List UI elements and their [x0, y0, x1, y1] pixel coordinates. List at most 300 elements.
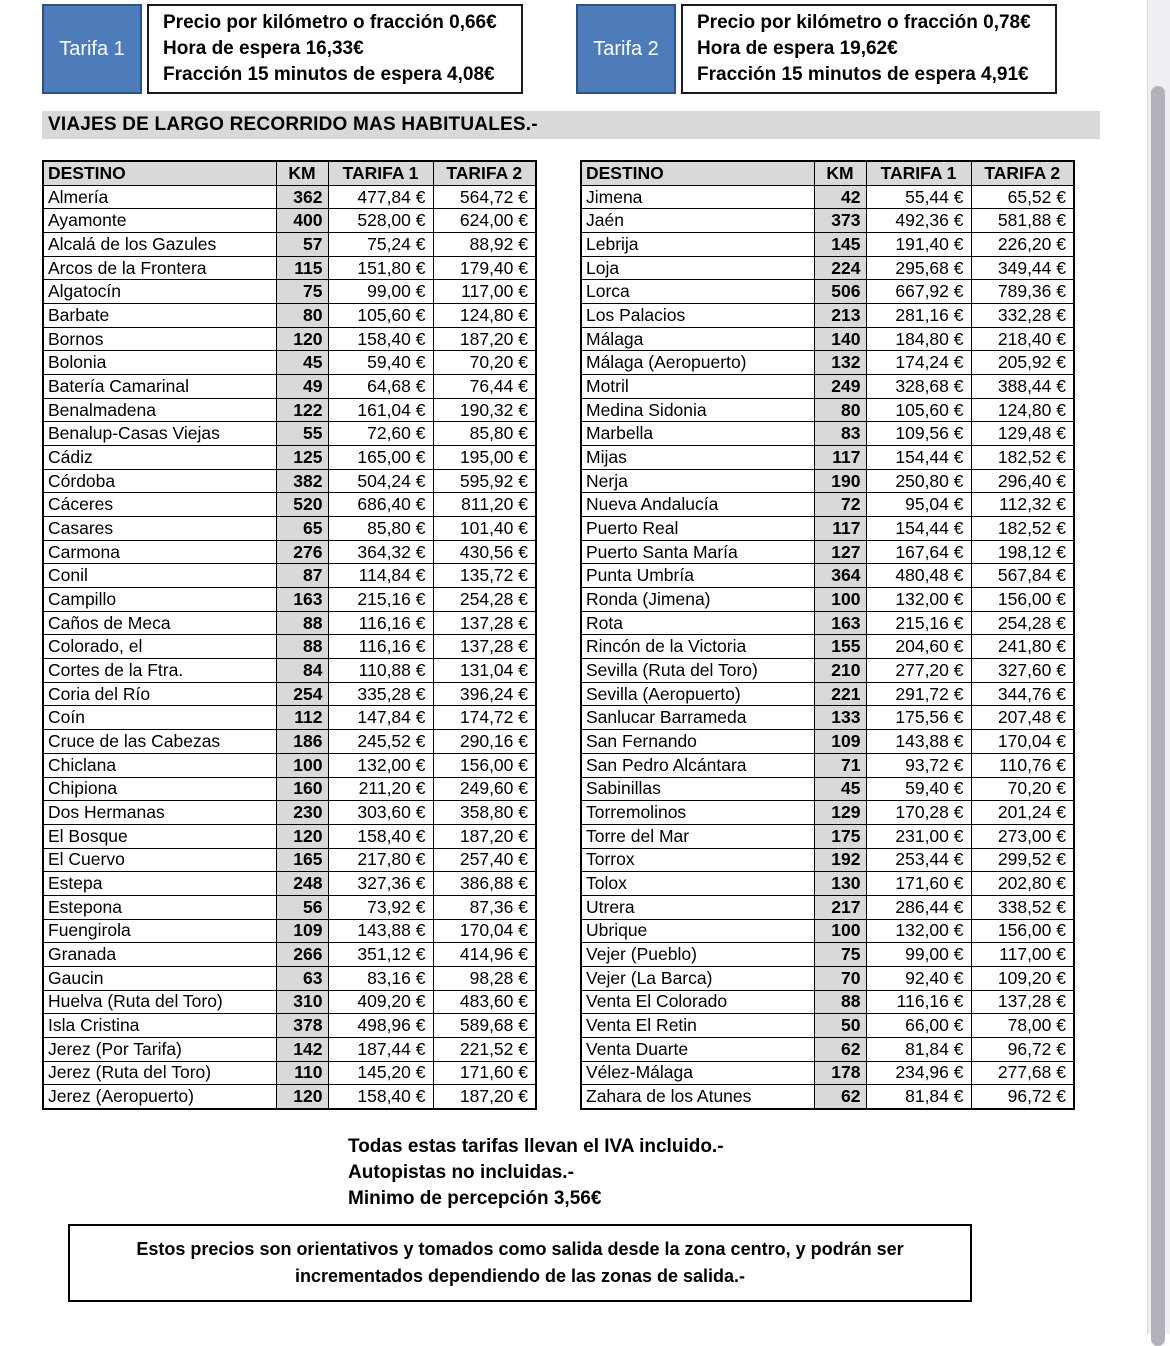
- km-cell: 120: [276, 327, 328, 351]
- tarifa1-price-cell: 250,80 €: [866, 469, 971, 493]
- km-cell: 100: [276, 753, 328, 777]
- destination-cell: Jaén: [581, 209, 814, 233]
- km-cell: 506: [814, 280, 866, 304]
- column-header-tarifa2: TARIFA 2: [433, 161, 536, 185]
- destination-cell: Puerto Real: [581, 517, 814, 541]
- destination-cell: Arcos de la Frontera: [43, 256, 276, 280]
- tarifa1-price-cell: 132,00 €: [866, 588, 971, 612]
- km-cell: 62: [814, 1037, 866, 1061]
- tarifa1-price-cell: 73,92 €: [328, 895, 433, 919]
- destination-cell: Mijas: [581, 446, 814, 470]
- km-cell: 163: [276, 588, 328, 612]
- table-row: [43, 848, 536, 872]
- destination-cell: Benalup-Casas Viejas: [43, 422, 276, 446]
- destination-cell: Rota: [581, 611, 814, 635]
- tarifa1-price-cell: 167,64 €: [866, 540, 971, 564]
- tarifa2-price-cell: 254,28 €: [433, 588, 536, 612]
- km-cell: 112: [276, 706, 328, 730]
- destination-cell: Motril: [581, 375, 814, 399]
- table-row: [581, 1037, 1074, 1061]
- destination-cell: El Cuervo: [43, 848, 276, 872]
- tarifa1-price-cell: 351,12 €: [328, 943, 433, 967]
- column-header-tarifa2: TARIFA 2: [971, 161, 1074, 185]
- table-row: [43, 730, 536, 754]
- table-row: [581, 185, 1074, 209]
- tarifa1-price-cell: 161,04 €: [328, 398, 433, 422]
- table-row: [43, 304, 536, 328]
- tarifa1-price-cell: 116,16 €: [328, 635, 433, 659]
- km-cell: 71: [814, 753, 866, 777]
- tarifa1-price-cell: 132,00 €: [866, 919, 971, 943]
- tarifa1-price-cell: 158,40 €: [328, 824, 433, 848]
- tarifa1-price-cell: 59,40 €: [328, 351, 433, 375]
- destination-cell: Jerez (Aeropuerto): [43, 1085, 276, 1109]
- tarifa2-price-cell: 349,44 €: [971, 256, 1074, 280]
- tarifa1-price-cell: 143,88 €: [328, 919, 433, 943]
- destinations-tables: [42, 160, 1148, 1110]
- table-row: [581, 872, 1074, 896]
- tarifa2-price-cell: 171,60 €: [433, 1061, 536, 1085]
- km-cell: 145: [814, 233, 866, 257]
- km-cell: 186: [276, 730, 328, 754]
- tarifa1-price-cell: 477,84 €: [328, 185, 433, 209]
- destination-cell: Caños de Meca: [43, 611, 276, 635]
- destination-cell: Loja: [581, 256, 814, 280]
- destination-cell: Lorca: [581, 280, 814, 304]
- destination-cell: Sevilla (Aeropuerto): [581, 682, 814, 706]
- tarifa2-price-cell: 156,00 €: [971, 588, 1074, 612]
- tarifa2-price-cell: 87,36 €: [433, 895, 536, 919]
- tarifa2-price-cell: 386,88 €: [433, 872, 536, 896]
- destination-cell: Benalmadena: [43, 398, 276, 422]
- table-row: [43, 966, 536, 990]
- table-row: [43, 351, 536, 375]
- tarifa1-price-cell: 170,28 €: [866, 801, 971, 825]
- km-cell: 129: [814, 801, 866, 825]
- tarifa1-price-cell: 492,36 €: [866, 209, 971, 233]
- destination-cell: Cruce de las Cabezas: [43, 730, 276, 754]
- destination-cell: Isla Cristina: [43, 1014, 276, 1038]
- km-cell: 155: [814, 635, 866, 659]
- table-row: [581, 1061, 1074, 1085]
- column-header-destino: DESTINO: [43, 161, 276, 185]
- tarifa1-price-cell: 114,84 €: [328, 564, 433, 588]
- tarifa2-price-cell: 187,20 €: [433, 1085, 536, 1109]
- destination-cell: Cortes de la Ftra.: [43, 659, 276, 683]
- tarifa1-price-cell: 99,00 €: [866, 943, 971, 967]
- destination-cell: Estepona: [43, 895, 276, 919]
- tarifa1-price-cell: 147,84 €: [328, 706, 433, 730]
- table-row: [43, 540, 536, 564]
- tarifa2-price-cell: 299,52 €: [971, 848, 1074, 872]
- tarifa2-price-cell: 207,48 €: [971, 706, 1074, 730]
- km-cell: 230: [276, 801, 328, 825]
- km-cell: 100: [814, 588, 866, 612]
- table-row: [581, 824, 1074, 848]
- tarifa1-price-cell: 175,56 €: [866, 706, 971, 730]
- tarifa2-price-cell: 564,72 €: [433, 185, 536, 209]
- km-cell: 84: [276, 659, 328, 683]
- km-cell: 400: [276, 209, 328, 233]
- tarifa2-price-cell: 129,48 €: [971, 422, 1074, 446]
- km-cell: 109: [814, 730, 866, 754]
- destination-cell: Vélez-Málaga: [581, 1061, 814, 1085]
- km-cell: 362: [276, 185, 328, 209]
- destination-cell: Lebrija: [581, 233, 814, 257]
- tarifa2-price-cell: 190,32 €: [433, 398, 536, 422]
- table-row: [581, 730, 1074, 754]
- table-row: [581, 895, 1074, 919]
- table-row: [43, 493, 536, 517]
- destination-cell: Algatocín: [43, 280, 276, 304]
- destination-cell: Tolox: [581, 872, 814, 896]
- table-row: [581, 256, 1074, 280]
- table-row: [581, 304, 1074, 328]
- km-cell: 221: [814, 682, 866, 706]
- table-row: [581, 682, 1074, 706]
- destination-cell: Chipiona: [43, 777, 276, 801]
- footer-autopistas-note: Autopistas no incluidas.-: [348, 1162, 574, 1183]
- km-cell: 56: [276, 895, 328, 919]
- km-cell: 165: [276, 848, 328, 872]
- destination-cell: Utrera: [581, 895, 814, 919]
- tarifa2-price-cell: 187,20 €: [433, 824, 536, 848]
- tarifa2-price-cell: 88,92 €: [433, 233, 536, 257]
- table-row: [43, 824, 536, 848]
- km-cell: 520: [276, 493, 328, 517]
- destination-cell: Zahara de los Atunes: [581, 1085, 814, 1109]
- tarifa2-price-cell: 430,56 €: [433, 540, 536, 564]
- tarifa1-price-cell: 165,00 €: [328, 446, 433, 470]
- table-row: [43, 611, 536, 635]
- km-cell: 80: [276, 304, 328, 328]
- tarifa1-price-cell: 66,00 €: [866, 1014, 971, 1038]
- tarifa1-price-cell: 171,60 €: [866, 872, 971, 896]
- column-header-tarifa1: TARIFA 1: [328, 161, 433, 185]
- table-row: [43, 185, 536, 209]
- tarifa1-price-cell: 93,72 €: [866, 753, 971, 777]
- header-row: [43, 161, 536, 185]
- tarifa1-price-cell: 99,00 €: [328, 280, 433, 304]
- tarifa1-price-cell: 158,40 €: [328, 327, 433, 351]
- destination-cell: Sanlucar Barrameda: [581, 706, 814, 730]
- table-row: [581, 777, 1074, 801]
- tarifa2-price-cell: 273,00 €: [971, 824, 1074, 848]
- destination-cell: Málaga: [581, 327, 814, 351]
- km-cell: 210: [814, 659, 866, 683]
- tarifa1-price-cell: 303,60 €: [328, 801, 433, 825]
- tarifa2-price-cell: 70,20 €: [971, 777, 1074, 801]
- destination-cell: Jerez (Ruta del Toro): [43, 1061, 276, 1085]
- column-header-destino: DESTINO: [581, 161, 814, 185]
- destination-cell: Barbate: [43, 304, 276, 328]
- km-cell: 45: [276, 351, 328, 375]
- destination-cell: San Pedro Alcántara: [581, 753, 814, 777]
- tarifa2-price-cell: 205,92 €: [971, 351, 1074, 375]
- scrollbar-thumb[interactable]: [1151, 86, 1165, 1346]
- tarifa2-price-cell: 254,28 €: [971, 611, 1074, 635]
- tarifa1-price-cell: 55,44 €: [866, 185, 971, 209]
- tarifa2-price-cell: 257,40 €: [433, 848, 536, 872]
- tarifa2-price-cell: 581,88 €: [971, 209, 1074, 233]
- tarifa2-price-cell: 396,24 €: [433, 682, 536, 706]
- tarifa2-price-cell: 137,28 €: [433, 635, 536, 659]
- tarifa1-price-cell: 204,60 €: [866, 635, 971, 659]
- tarifa1-price-cell: 286,44 €: [866, 895, 971, 919]
- destination-cell: Campillo: [43, 588, 276, 612]
- tarifa1-price-cell: 154,44 €: [866, 446, 971, 470]
- tarifa2-price-cell: 109,20 €: [971, 966, 1074, 990]
- destination-cell: Huelva (Ruta del Toro): [43, 990, 276, 1014]
- km-cell: 364: [814, 564, 866, 588]
- tarifa2-price-cell: 135,72 €: [433, 564, 536, 588]
- tarifa1-price-cell: 187,44 €: [328, 1037, 433, 1061]
- km-cell: 213: [814, 304, 866, 328]
- km-cell: 310: [276, 990, 328, 1014]
- tarifa2-price-cell: 117,00 €: [971, 943, 1074, 967]
- table-row: [43, 327, 536, 351]
- tarifa2-price-cell: 344,76 €: [971, 682, 1074, 706]
- destination-cell: Almería: [43, 185, 276, 209]
- tarifa2-price-cell: 567,84 €: [971, 564, 1074, 588]
- tarifa1-price-cell: 231,00 €: [866, 824, 971, 848]
- km-cell: 117: [814, 446, 866, 470]
- tarifa2-price-cell: 96,72 €: [971, 1037, 1074, 1061]
- destination-cell: Granada: [43, 943, 276, 967]
- table-row: [581, 919, 1074, 943]
- destination-cell: Batería Camarinal: [43, 375, 276, 399]
- tarifa1-price-cell: 686,40 €: [328, 493, 433, 517]
- table-row: [581, 280, 1074, 304]
- table-row: [581, 564, 1074, 588]
- tarifa2-price-cell: 70,20 €: [433, 351, 536, 375]
- table-row: [581, 848, 1074, 872]
- tarifa2-price-cell: 198,12 €: [971, 540, 1074, 564]
- section-title: VIAJES DE LARGO RECORRIDO MAS HABITUALES.-: [42, 111, 1100, 139]
- destination-cell: Torrox: [581, 848, 814, 872]
- tarifa2-price-cell: 182,52 €: [971, 446, 1074, 470]
- km-cell: 224: [814, 256, 866, 280]
- destination-cell: Nerja: [581, 469, 814, 493]
- table-row: [581, 398, 1074, 422]
- km-cell: 142: [276, 1037, 328, 1061]
- km-cell: 88: [276, 635, 328, 659]
- table-row: [43, 777, 536, 801]
- tarifa-1-wait-fraction: Fracción 15 minutos de espera 4,08€: [163, 64, 495, 85]
- tarifa1-price-cell: 83,16 €: [328, 966, 433, 990]
- tarifa-1-details: [147, 4, 523, 94]
- km-cell: 45: [814, 777, 866, 801]
- km-cell: 175: [814, 824, 866, 848]
- table-row: [581, 327, 1074, 351]
- vertical-scrollbar[interactable]: [1147, 0, 1170, 1334]
- table-row: [581, 990, 1074, 1014]
- km-cell: 133: [814, 706, 866, 730]
- tarifa1-price-cell: 64,68 €: [328, 375, 433, 399]
- tarifa2-price-cell: 156,00 €: [433, 753, 536, 777]
- tarifa-1-label: Tarifa 1: [42, 4, 142, 94]
- tarifa1-price-cell: 409,20 €: [328, 990, 433, 1014]
- tarifa1-price-cell: 277,20 €: [866, 659, 971, 683]
- tarifa2-price-cell: 358,80 €: [433, 801, 536, 825]
- table-row: [43, 256, 536, 280]
- tarifa2-price-cell: 624,00 €: [433, 209, 536, 233]
- tarifa1-price-cell: 59,40 €: [866, 777, 971, 801]
- destination-cell: Jerez (Por Tarifa): [43, 1037, 276, 1061]
- tarifa1-price-cell: 105,60 €: [328, 304, 433, 328]
- tarifa1-price-cell: 110,88 €: [328, 659, 433, 683]
- destination-cell: Bolonia: [43, 351, 276, 375]
- table-row: [581, 706, 1074, 730]
- destination-cell: Vejer (La Barca): [581, 966, 814, 990]
- tarifa-1-card: [42, 4, 523, 94]
- tarifa1-price-cell: 75,24 €: [328, 233, 433, 257]
- destination-cell: Venta El Colorado: [581, 990, 814, 1014]
- table-row: [581, 517, 1074, 541]
- destination-cell: Puerto Santa María: [581, 540, 814, 564]
- destination-cell: Torremolinos: [581, 801, 814, 825]
- tarifa1-price-cell: 480,48 €: [866, 564, 971, 588]
- tarifa2-price-cell: 277,68 €: [971, 1061, 1074, 1085]
- footer-notes: [348, 1134, 1148, 1212]
- tarifa2-price-cell: 221,52 €: [433, 1037, 536, 1061]
- tarifa1-price-cell: 174,24 €: [866, 351, 971, 375]
- table-row: [43, 209, 536, 233]
- table-row: [43, 919, 536, 943]
- destination-cell: Bornos: [43, 327, 276, 351]
- tarifa2-price-cell: 117,00 €: [433, 280, 536, 304]
- tarifa2-price-cell: 174,72 €: [433, 706, 536, 730]
- tarifa2-price-cell: 388,44 €: [971, 375, 1074, 399]
- destination-cell: Dos Hermanas: [43, 801, 276, 825]
- tarifa1-price-cell: 184,80 €: [866, 327, 971, 351]
- table-row: [43, 1061, 536, 1085]
- km-cell: 109: [276, 919, 328, 943]
- destination-cell: Punta Umbría: [581, 564, 814, 588]
- tarifa1-price-cell: 92,40 €: [866, 966, 971, 990]
- destination-cell: El Bosque: [43, 824, 276, 848]
- table-row: [581, 943, 1074, 967]
- tarifa1-price-cell: 158,40 €: [328, 1085, 433, 1109]
- tarifa1-price-cell: 116,16 €: [866, 990, 971, 1014]
- column-header-km: KM: [814, 161, 866, 185]
- destination-cell: Rincón de la Victoria: [581, 635, 814, 659]
- tarifa2-price-cell: 327,60 €: [971, 659, 1074, 683]
- destination-cell: Venta El Retin: [581, 1014, 814, 1038]
- km-cell: 88: [814, 990, 866, 1014]
- tarifa1-price-cell: 281,16 €: [866, 304, 971, 328]
- table-row: [43, 872, 536, 896]
- tarifa1-price-cell: 143,88 €: [866, 730, 971, 754]
- tarifa-2-details: [681, 4, 1057, 94]
- destination-cell: Gaucin: [43, 966, 276, 990]
- km-cell: 75: [276, 280, 328, 304]
- destination-cell: Colorado, el: [43, 635, 276, 659]
- km-cell: 373: [814, 209, 866, 233]
- table-row: [43, 753, 536, 777]
- table-row: [581, 588, 1074, 612]
- table-row: [581, 375, 1074, 399]
- km-cell: 80: [814, 398, 866, 422]
- km-cell: 65: [276, 517, 328, 541]
- table-row: [581, 611, 1074, 635]
- tarifa2-price-cell: 296,40 €: [971, 469, 1074, 493]
- tarifa2-price-cell: 249,60 €: [433, 777, 536, 801]
- km-cell: 120: [276, 824, 328, 848]
- table-row: [43, 801, 536, 825]
- destination-cell: Vejer (Pueblo): [581, 943, 814, 967]
- km-cell: 62: [814, 1085, 866, 1109]
- km-cell: 217: [814, 895, 866, 919]
- km-cell: 83: [814, 422, 866, 446]
- tarifa2-price-cell: 76,44 €: [433, 375, 536, 399]
- destination-cell: Nueva Andalucía: [581, 493, 814, 517]
- header-row: [581, 161, 1074, 185]
- tarifa2-price-cell: 96,72 €: [971, 1085, 1074, 1109]
- tarifa2-price-cell: 332,28 €: [971, 304, 1074, 328]
- table-row: [581, 659, 1074, 683]
- destination-cell: Los Palacios: [581, 304, 814, 328]
- km-cell: 57: [276, 233, 328, 257]
- km-cell: 140: [814, 327, 866, 351]
- tarifa2-price-cell: 85,80 €: [433, 422, 536, 446]
- km-cell: 63: [276, 966, 328, 990]
- km-cell: 163: [814, 611, 866, 635]
- table-row: [43, 517, 536, 541]
- tarifa2-price-cell: 98,28 €: [433, 966, 536, 990]
- tarifa1-price-cell: 327,36 €: [328, 872, 433, 896]
- tarifa2-price-cell: 170,04 €: [971, 730, 1074, 754]
- tarifa1-price-cell: 81,84 €: [866, 1085, 971, 1109]
- tarifa2-price-cell: 414,96 €: [433, 943, 536, 967]
- tarifa2-price-cell: 226,20 €: [971, 233, 1074, 257]
- tarifa1-price-cell: 95,04 €: [866, 493, 971, 517]
- tarifa1-price-cell: 215,16 €: [328, 588, 433, 612]
- tarifa1-price-cell: 667,92 €: [866, 280, 971, 304]
- destination-cell: Cáceres: [43, 493, 276, 517]
- destination-cell: San Fernando: [581, 730, 814, 754]
- table-row: [581, 209, 1074, 233]
- tarifa2-price-cell: 124,80 €: [433, 304, 536, 328]
- tarifa2-price-cell: 182,52 €: [971, 517, 1074, 541]
- km-cell: 254: [276, 682, 328, 706]
- tarifa1-price-cell: 85,80 €: [328, 517, 433, 541]
- tarifa1-price-cell: 504,24 €: [328, 469, 433, 493]
- destination-cell: Ayamonte: [43, 209, 276, 233]
- km-cell: 49: [276, 375, 328, 399]
- destination-cell: Ubrique: [581, 919, 814, 943]
- km-cell: 248: [276, 872, 328, 896]
- destination-cell: Sabinillas: [581, 777, 814, 801]
- tarifa-2-label: Tarifa 2: [576, 4, 676, 94]
- tarifa1-price-cell: 245,52 €: [328, 730, 433, 754]
- tarifa1-price-cell: 154,44 €: [866, 517, 971, 541]
- tarifa1-price-cell: 215,16 €: [866, 611, 971, 635]
- tarifa-2-wait-hour: Hora de espera 19,62€: [697, 38, 898, 59]
- table-row: [43, 943, 536, 967]
- destination-cell: Cádiz: [43, 446, 276, 470]
- km-cell: 130: [814, 872, 866, 896]
- tarifa-1-wait-hour: Hora de espera 16,33€: [163, 38, 364, 59]
- km-cell: 100: [814, 919, 866, 943]
- tarifa2-price-cell: 124,80 €: [971, 398, 1074, 422]
- destination-cell: Málaga (Aeropuerto): [581, 351, 814, 375]
- table-row: [43, 659, 536, 683]
- km-cell: 125: [276, 446, 328, 470]
- tarifa1-price-cell: 364,32 €: [328, 540, 433, 564]
- tarifa2-price-cell: 789,36 €: [971, 280, 1074, 304]
- km-cell: 192: [814, 848, 866, 872]
